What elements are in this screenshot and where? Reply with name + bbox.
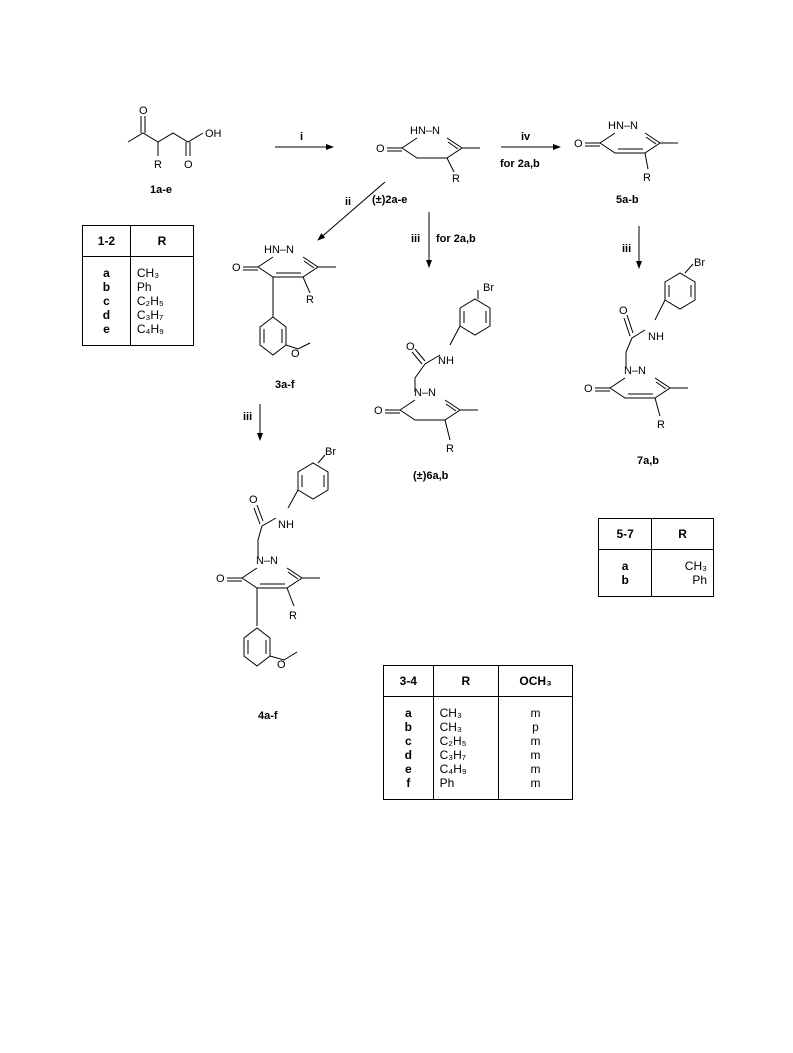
- table-3-4-header-r: R: [433, 666, 498, 697]
- table-1-2-header-id: 1-2: [83, 226, 131, 257]
- atom-HN-N: HN–N: [410, 125, 440, 137]
- structure-6: [374, 282, 494, 455]
- atom-N-N: N–N: [624, 365, 647, 377]
- table-row: b Ph: [599, 573, 714, 597]
- structure-4: [216, 446, 336, 671]
- atom-R: R: [306, 294, 314, 306]
- table-row: c C₂H₅: [83, 294, 194, 308]
- label-7: 7a,b: [637, 455, 660, 467]
- label-5: 5a-b: [616, 194, 639, 206]
- label-4: 4a-f: [258, 710, 278, 722]
- atom-Br: Br: [694, 257, 705, 269]
- structure-7: [584, 257, 705, 431]
- table-3-4-header-och3: OCH₃: [499, 666, 573, 697]
- atom-Br: Br: [483, 282, 494, 294]
- table-row: e C₄H₉: [83, 322, 194, 346]
- reagent-iii-7: iii: [622, 243, 632, 255]
- atom-O: O: [216, 573, 225, 585]
- reagent-iii-4: iii: [243, 411, 253, 423]
- atom-O: O: [232, 262, 241, 274]
- condition-5: for 2a,b: [500, 158, 540, 170]
- table-1-2-header-r: R: [130, 226, 193, 257]
- atom-O: O: [406, 341, 415, 353]
- atom-O: O: [291, 348, 300, 360]
- atom-R: R: [446, 443, 454, 455]
- table-row: c C₂H₅ m: [384, 734, 573, 748]
- atom-O: O: [249, 494, 258, 506]
- table-row: b Ph: [83, 280, 194, 294]
- structure-3: [232, 244, 336, 360]
- atom-R: R: [657, 419, 665, 431]
- arrow-ii: [318, 182, 385, 240]
- table-5-7-header-r: R: [652, 519, 714, 550]
- atom-O: O: [584, 383, 593, 395]
- table-row: d C₃H₇: [83, 308, 194, 322]
- atom-O: O: [374, 405, 383, 417]
- atom-R: R: [643, 172, 651, 184]
- reagent-iii-6: iii: [411, 233, 421, 245]
- atom-N-N: N–N: [414, 387, 437, 399]
- table-5-7: [598, 518, 714, 597]
- atom-R: R: [154, 159, 162, 171]
- structure-1: [128, 105, 222, 171]
- table-row: a CH₃ m: [384, 697, 573, 721]
- structure-2: [376, 125, 480, 185]
- atom-R: R: [289, 610, 297, 622]
- label-3: 3a-f: [275, 379, 295, 391]
- table-row: e C₄H₉ m: [384, 762, 573, 776]
- atom-NH: NH: [648, 331, 664, 343]
- atom-O: O: [277, 659, 286, 671]
- atom-OH: OH: [205, 128, 222, 140]
- table-row: d C₃H₇ m: [384, 748, 573, 762]
- table-row: f Ph m: [384, 776, 573, 800]
- atom-O: O: [184, 159, 193, 171]
- reagent-ii: ii: [345, 196, 352, 208]
- structure-5: [574, 120, 678, 184]
- table-5-7-header-id: 5-7: [599, 519, 652, 550]
- label-1: 1a-e: [150, 184, 173, 196]
- table-row: a CH₃: [599, 550, 714, 574]
- reagent-i: i: [300, 131, 304, 143]
- table-3-4: [383, 665, 573, 800]
- atom-NH: NH: [278, 519, 294, 531]
- atom-NH: NH: [438, 355, 454, 367]
- reagent-iv: iv: [521, 131, 531, 143]
- label-2: (±)2a-e: [372, 194, 408, 206]
- table-row: a CH₃: [83, 257, 194, 281]
- atom-R: R: [452, 173, 460, 185]
- atom-O: O: [376, 143, 385, 155]
- atom-N-N: N–N: [256, 555, 279, 567]
- condition-6: for 2a,b: [436, 233, 476, 245]
- table-3-4-header-id: 3-4: [384, 666, 434, 697]
- atom-O: O: [619, 305, 628, 317]
- table-row: b CH₃ p: [384, 720, 573, 734]
- atom-O: O: [139, 105, 148, 117]
- atom-HN-N: HN–N: [264, 244, 294, 256]
- table-1-2: [82, 225, 194, 346]
- label-6: (±)6a,b: [413, 470, 449, 482]
- atom-HN-N: HN–N: [608, 120, 638, 132]
- atom-O: O: [574, 138, 583, 150]
- atom-Br: Br: [325, 446, 336, 458]
